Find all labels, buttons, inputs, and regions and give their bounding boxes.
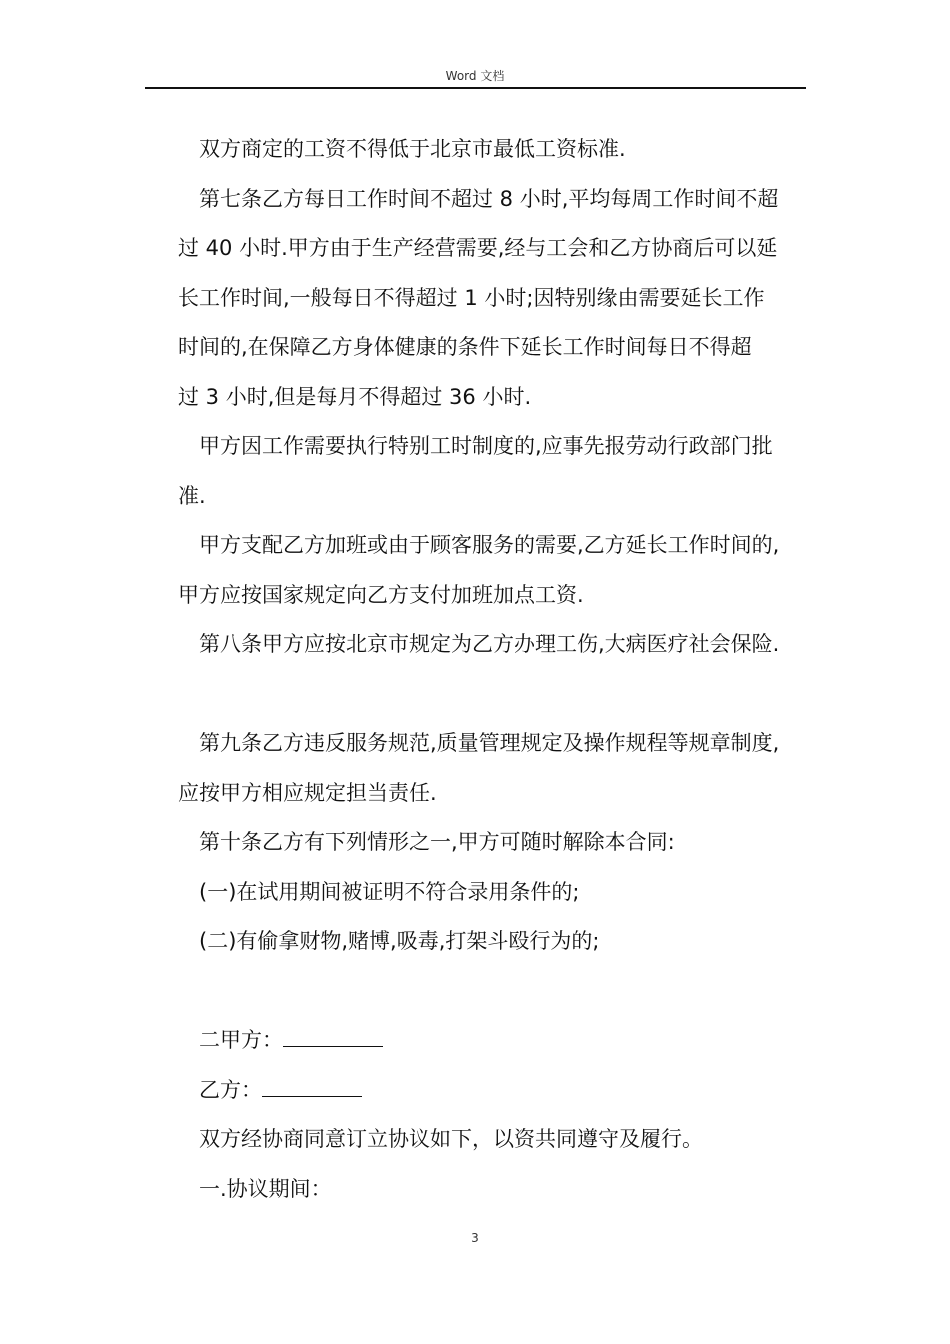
paragraph-line: 长工作时间,一般每日不得超过 1 小时;因特别缘由需要延长工作 <box>178 285 765 310</box>
document-body <box>178 125 818 1214</box>
paragraph-line: (一)在试用期间被证明不符合录用条件的; <box>199 879 580 904</box>
paragraph-line: (二)有偷拿财物,赌博,吸毒,打架斗殴行为的; <box>199 929 600 953</box>
paragraph-line: 时间的,在保障乙方身体健康的条件下延长工作时间每日不得超 <box>178 335 752 359</box>
party-a-label: 二甲方： <box>199 1028 283 1052</box>
paragraph-line: 第十条乙方有下列情形之一,甲方可随时解除本合同: <box>199 830 675 854</box>
blank-line <box>178 670 818 720</box>
paragraph-line: 双方经协商同意订立协议如下，以资共同遵守及履行。 <box>199 1127 703 1151</box>
page-header: Word 文档 <box>445 69 505 83</box>
paragraph-line: 甲方应按国家规定向乙方支付加班加点工资. <box>178 582 584 607</box>
paragraph-line: 双方商定的工资不得低于北京市最低工资标准. <box>199 137 626 161</box>
paragraph-line: 甲方因工作需要执行特别工时制度的,应事先报劳动行政部门批 <box>199 434 773 458</box>
paragraph-line: 准. <box>178 483 206 508</box>
blank-line <box>178 967 818 1017</box>
paragraph-line: 过 3 小时,但是每月不得超过 36 小时. <box>178 384 532 409</box>
page-number: 3 <box>471 1231 479 1245</box>
paragraph-line: 过 40 小时.甲方由于生产经营需要,经与工会和乙方协商后可以延 <box>178 236 778 260</box>
party-b-blank <box>262 1078 362 1097</box>
party-b-line <box>178 1066 818 1116</box>
paragraph-line: 第九条乙方违反服务规范,质量管理规定及操作规程等规章制度, <box>199 731 780 755</box>
party-a-line <box>178 1016 818 1066</box>
paragraph-line: 一.协议期间： <box>199 1176 332 1201</box>
paragraph-line: 甲方支配乙方加班或由于顾客服务的需要,乙方延长工作时间的, <box>199 533 780 557</box>
party-a-blank <box>283 1028 383 1047</box>
paragraph-line: 第八条甲方应按北京市规定为乙方办理工伤,大病医疗社会保险. <box>199 632 780 656</box>
paragraph-line: 第七条乙方每日工作时间不超过 8 小时,平均每周工作时间不超 <box>199 186 779 211</box>
paragraph-line: 应按甲方相应规定担当责任. <box>178 780 437 805</box>
party-b-label: 乙方： <box>199 1077 262 1102</box>
header-rule <box>145 87 806 89</box>
